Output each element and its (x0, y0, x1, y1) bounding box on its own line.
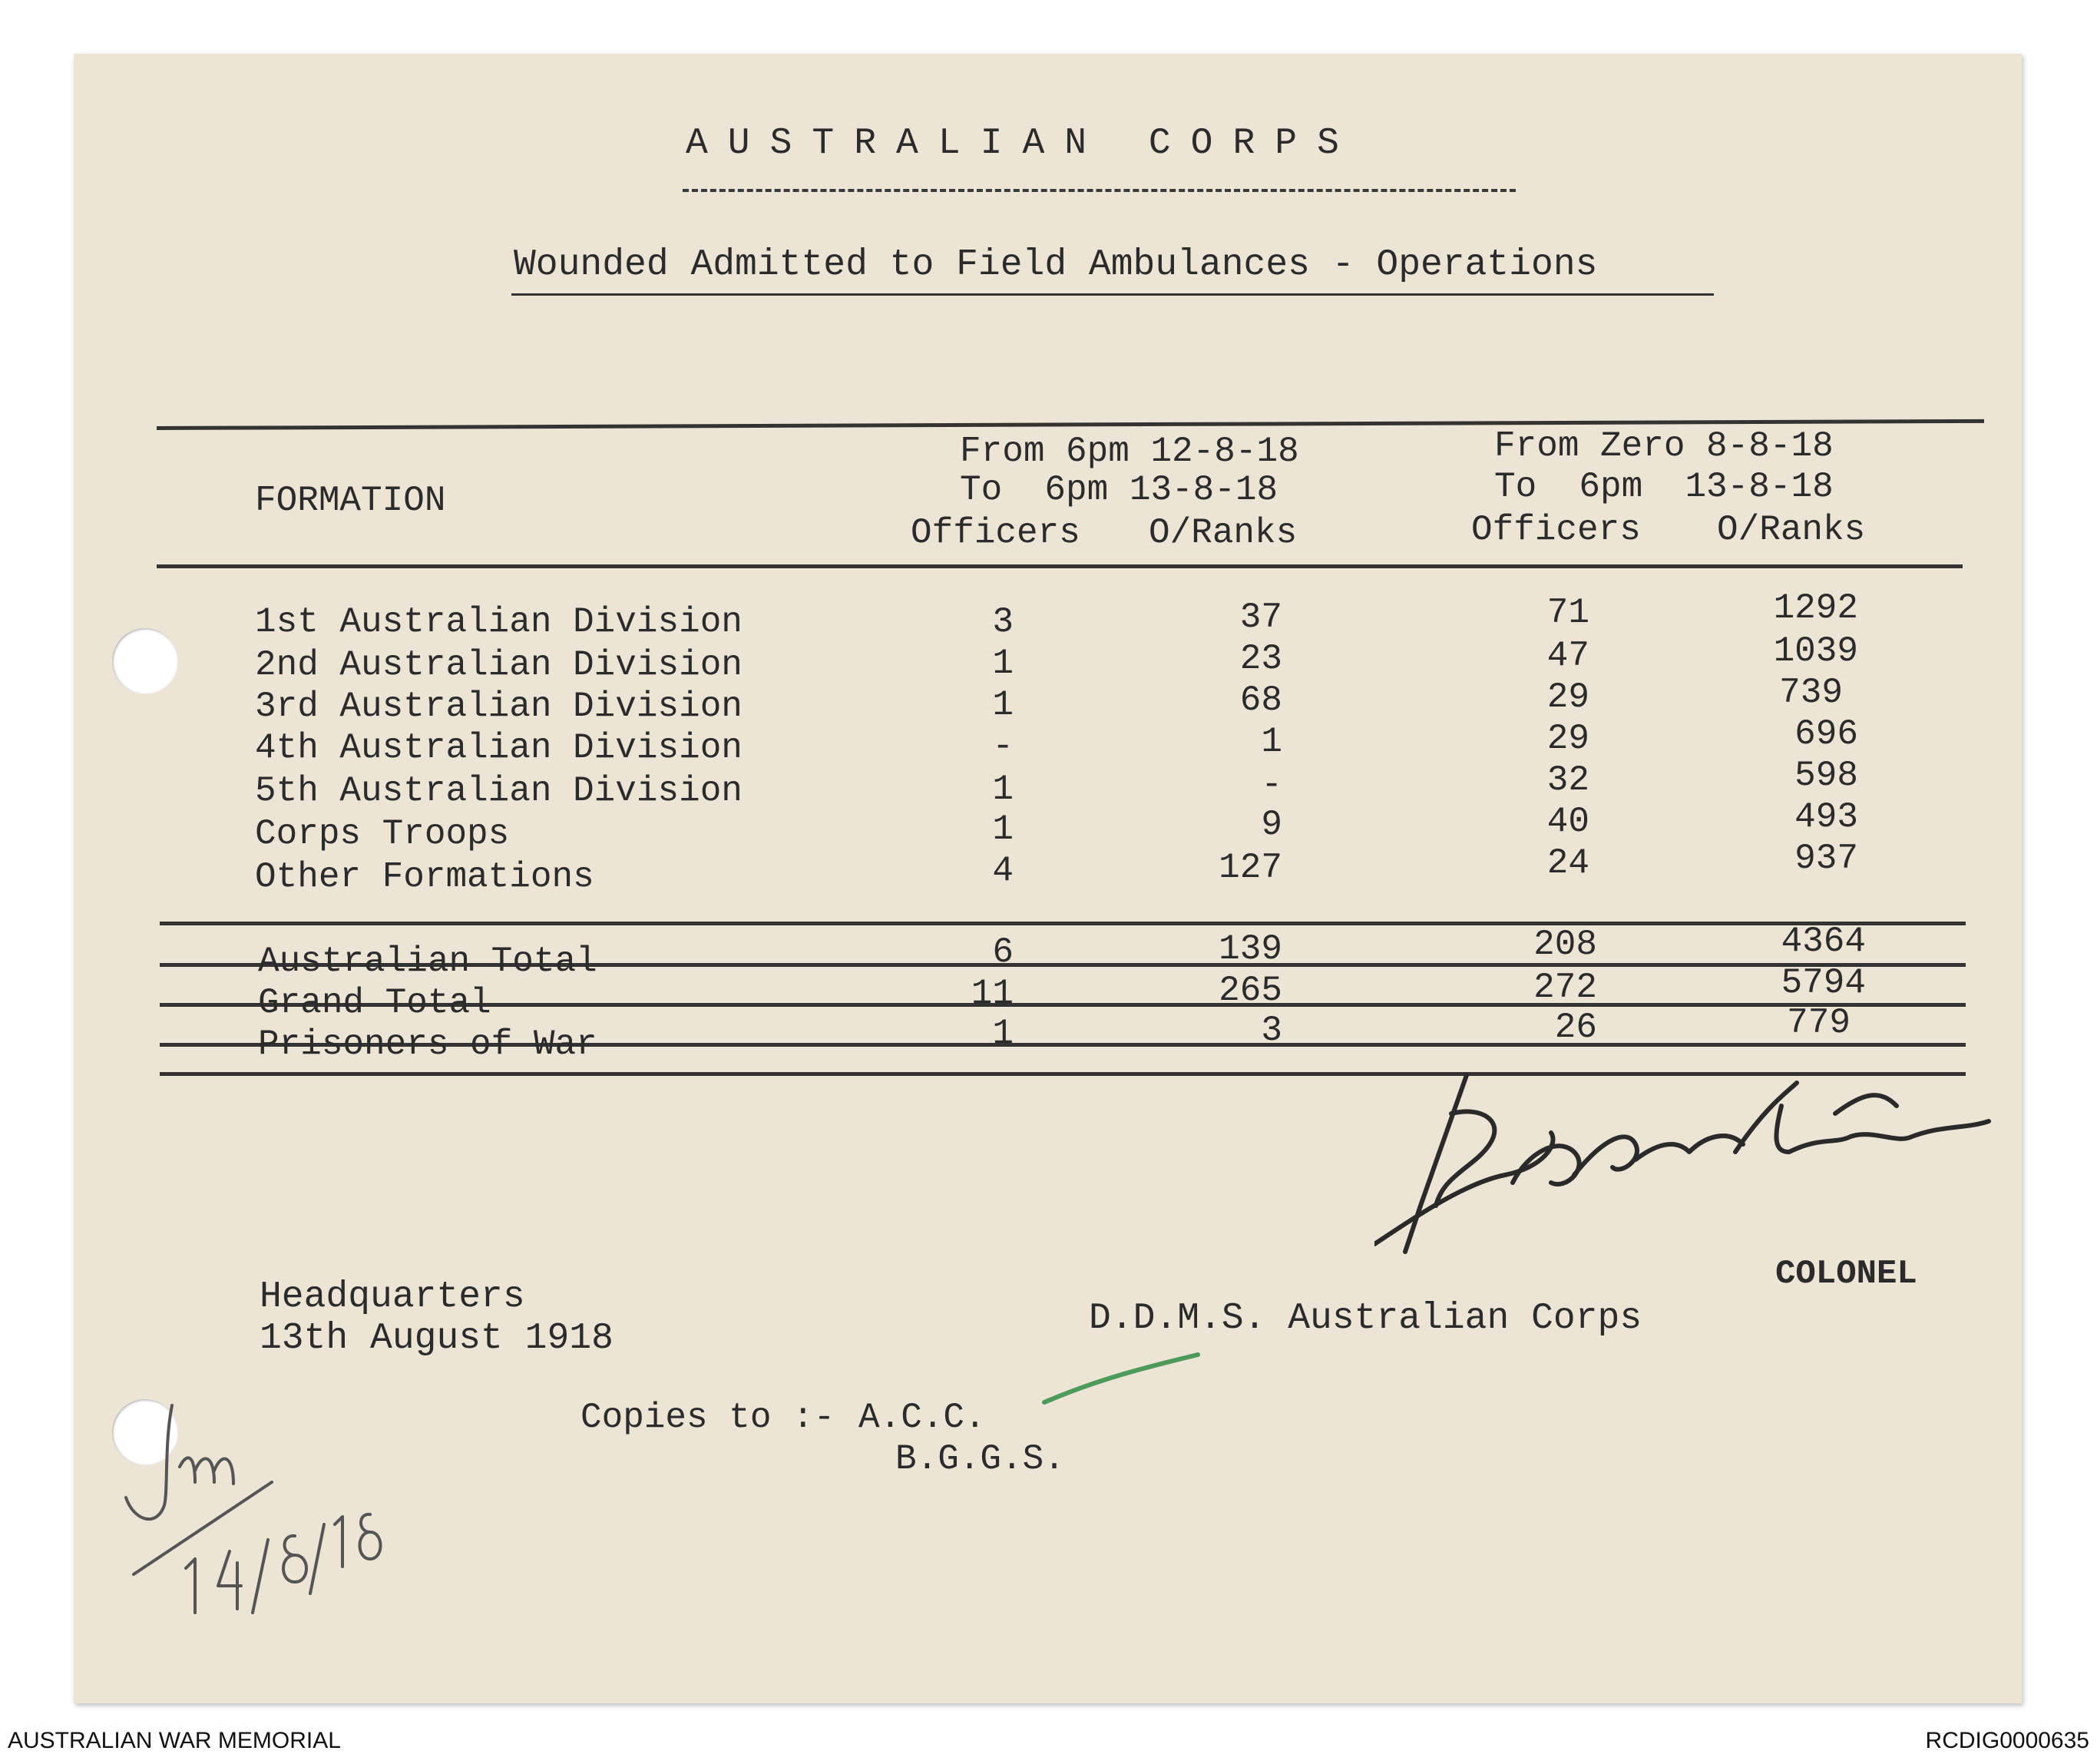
document-heading: AUSTRALIAN CORPS (686, 123, 1359, 164)
formation-header: FORMATION (255, 481, 446, 521)
table-row-formation: 3rd Australian Division (255, 687, 743, 726)
table-row-p1-officers: - (992, 726, 1014, 766)
copies-label: Copies to :- (580, 1398, 835, 1438)
table-row-formation: Corps Troops (255, 814, 510, 854)
table-row-p1-officers: 1 (992, 769, 1014, 809)
period1-officers-header: Officers (911, 513, 1080, 553)
table-row-p1-oranks: 68 (1239, 680, 1282, 720)
copies-item: A.C.C. (858, 1398, 986, 1438)
table-row-p2-oranks: 1039 (1773, 631, 1858, 671)
totals-row-formation: Grand Total (258, 983, 491, 1023)
table-row-p1-officers: 1 (992, 809, 1014, 849)
table-row-p2-oranks: 696 (1794, 714, 1858, 754)
table-row-p1-oranks: 127 (1219, 848, 1282, 888)
table-row-p2-officers: 32 (1546, 760, 1589, 800)
totals-row-formation: Australian Total (258, 942, 597, 981)
period2-line1: From Zero 8-8-18 (1494, 426, 1834, 466)
signature-title: COLONEL (1775, 1255, 1917, 1293)
totals-row-p2-oranks: 779 (1787, 1003, 1851, 1043)
table-row-formation: 5th Australian Division (255, 771, 743, 811)
table-row-p2-officers: 40 (1546, 802, 1589, 842)
table-row-p2-oranks: 598 (1794, 756, 1858, 796)
totals-row-p2-officers: 208 (1533, 925, 1597, 965)
totals-row-formation: Prisoners of War (258, 1024, 597, 1064)
table-row-p2-officers: 24 (1546, 843, 1589, 883)
table-row-p1-oranks: 1 (1261, 722, 1282, 762)
period1-oranks-header: O/Ranks (1149, 513, 1298, 553)
table-row-p2-officers: 29 (1546, 677, 1589, 717)
totals-row-p1-officers: 1 (992, 1014, 1014, 1054)
table-row-p2-oranks: 937 (1794, 839, 1858, 879)
period1-line2: To 6pm 13-8-18 (960, 470, 1278, 510)
table-row-p1-oranks: 9 (1261, 805, 1282, 845)
totals-rule-1 (160, 922, 1966, 925)
heading-underline (683, 189, 1516, 192)
totals-row-p2-officers: 272 (1533, 968, 1597, 1008)
table-row-p2-oranks: 493 (1794, 797, 1858, 837)
totals-row-p2-oranks: 4364 (1781, 922, 1866, 961)
subtitle-underline (511, 293, 1714, 296)
location: Headquarters (260, 1276, 525, 1318)
document-subtitle: Wounded Admitted to Field Ambulances - Operations (514, 244, 1598, 286)
copies-item: B.G.G.S. (895, 1439, 1065, 1479)
totals-row-p1-oranks: 139 (1219, 929, 1282, 969)
signatory: D.D.M.S. Australian Corps (1089, 1298, 1642, 1339)
table-row-p1-officers: 3 (992, 602, 1014, 642)
table-row-p2-officers: 47 (1546, 636, 1589, 676)
table-row-p2-oranks: 1292 (1773, 588, 1858, 628)
date: 13th August 1918 (260, 1318, 614, 1359)
footer-record-id: RCDIG0000635 (1925, 1728, 2089, 1753)
totals-row-p1-oranks: 3 (1261, 1011, 1282, 1051)
table-row-p1-officers: 4 (992, 851, 1014, 891)
table-row-p2-officers: 29 (1546, 719, 1589, 759)
footer-institution: AUSTRALIAN WAR MEMORIAL (8, 1728, 341, 1753)
totals-row-p1-officers: 11 (971, 974, 1014, 1014)
table-row-formation: Other Formations (255, 857, 594, 897)
table-row-formation: 2nd Australian Division (255, 645, 743, 685)
period1-line1: From 6pm 12-8-18 (960, 432, 1299, 472)
table-row-p1-oranks: 23 (1239, 639, 1282, 679)
table-row-p1-officers: 1 (992, 644, 1014, 683)
table-row-formation: 1st Australian Division (255, 602, 743, 642)
table-row-p1-oranks: 37 (1239, 597, 1282, 637)
totals-row-p1-officers: 6 (992, 932, 1014, 972)
handwritten-initials-date (80, 1398, 402, 1659)
table-row-p2-officers: 71 (1546, 593, 1589, 633)
period2-line2: To 6pm 13-8-18 (1494, 467, 1834, 507)
punch-hole-top (112, 628, 178, 694)
table-row-p1-oranks: - (1261, 765, 1282, 805)
totals-row-p2-officers: 26 (1554, 1008, 1597, 1047)
table-header-rule (157, 564, 1963, 568)
table-row-formation: 4th Australian Division (255, 728, 743, 768)
table-row-p1-officers: 1 (992, 685, 1014, 725)
signature-mark (1374, 1060, 2004, 1275)
period2-oranks-header: O/Ranks (1717, 510, 1866, 550)
table-row-p2-oranks: 739 (1779, 673, 1843, 713)
totals-row-p2-oranks: 5794 (1781, 963, 1866, 1003)
totals-row-p1-oranks: 265 (1219, 971, 1282, 1011)
green-pencil-mark (1037, 1349, 1206, 1410)
period2-officers-header: Officers (1471, 510, 1641, 550)
